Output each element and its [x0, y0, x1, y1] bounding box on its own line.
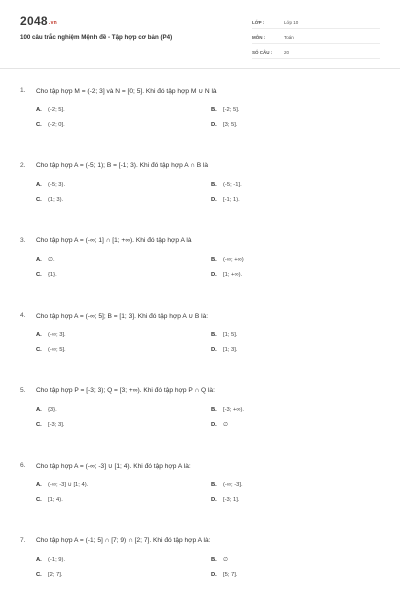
answer-option[interactable] — [195, 422, 370, 428]
question-item — [20, 460, 380, 535]
answer-option[interactable] — [195, 182, 370, 188]
option-text: ∅ — [223, 556, 229, 563]
option-text: (-5; 3). — [48, 181, 66, 188]
answer-option[interactable] — [20, 182, 195, 188]
option-text: ∅ — [223, 421, 229, 428]
answer-option[interactable] — [20, 107, 195, 113]
question-number: 1. — [20, 87, 26, 94]
answer-option[interactable] — [20, 122, 195, 128]
answer-option[interactable] — [20, 332, 195, 338]
option-text: {3}. — [48, 406, 57, 413]
question-number: 7. — [20, 537, 26, 544]
option-text: (-1; 9). — [48, 556, 66, 563]
meta-subject: MÔN : Toán — [252, 32, 380, 44]
answer-option[interactable] — [20, 257, 195, 263]
answer-option[interactable] — [195, 122, 370, 128]
question-number: 2. — [20, 162, 26, 169]
answer-option[interactable] — [20, 572, 195, 578]
answer-option[interactable] — [195, 107, 370, 113]
option-key: C. — [36, 196, 42, 203]
question-text: Cho tập hợp A = (-∞; -3] ∪ [1; 4). Khi đó tập hợp A là: — [36, 462, 191, 470]
option-text: [-3; 1]. — [223, 496, 240, 503]
question-stem — [20, 385, 380, 396]
option-text: [5; 7]. — [223, 571, 238, 578]
question-item — [20, 535, 380, 610]
option-text: (-∞; +∞) — [223, 256, 244, 263]
option-key: C. — [36, 571, 42, 578]
option-key: B. — [211, 181, 217, 188]
option-text: [3; 5]. — [223, 121, 238, 128]
option-text: (-∞; 3]. — [48, 331, 66, 338]
question-item — [20, 385, 380, 460]
option-text: ∅. — [48, 256, 55, 263]
option-text: [1; 3]. — [223, 346, 238, 353]
option-text: (1; 3). — [48, 196, 64, 203]
option-key: C. — [36, 496, 42, 503]
option-key: D. — [211, 271, 217, 278]
option-key: B. — [211, 481, 217, 488]
answer-option[interactable] — [195, 497, 370, 503]
question-text: Cho tập hợp A = (-∞; 5]; B = [1; 3]. Khi đó tập hợp A ∪ B là: — [36, 312, 209, 320]
option-text: (-∞; -3] ∪ [1; 4). — [48, 481, 89, 488]
answer-option[interactable] — [20, 347, 195, 353]
meta-question-count: SỐ CÂU : 20 — [252, 47, 380, 59]
answer-option[interactable] — [195, 272, 370, 278]
option-text: (-∞; -3]. — [223, 481, 243, 488]
option-key: D. — [211, 496, 217, 503]
meta-class: LỚP : Lớp 10 — [252, 17, 380, 29]
question-item — [20, 85, 380, 160]
answer-option[interactable] — [20, 407, 195, 413]
question-stem — [20, 160, 380, 171]
question-stem — [20, 460, 380, 471]
answer-option[interactable] — [20, 272, 195, 278]
answer-option[interactable] — [195, 257, 370, 263]
question-text: Cho tập hợp P = [-3; 3); Q = [3; +∞). Khi đó tập hợp P ∩ Q là: — [36, 387, 215, 394]
option-key: A. — [36, 256, 42, 263]
option-key: C. — [36, 271, 42, 278]
question-stem — [20, 310, 380, 321]
option-key: D. — [211, 346, 217, 353]
question-item — [20, 160, 380, 235]
option-key: B. — [211, 256, 217, 263]
option-text: (-∞; 5]. — [48, 346, 66, 353]
answer-option[interactable] — [195, 347, 370, 353]
option-text: [2; 7]. — [48, 571, 63, 578]
option-text: [1; 4). — [48, 496, 63, 503]
option-text: [-2; 5]. — [223, 106, 240, 113]
question-stem — [20, 235, 380, 246]
option-key: B. — [211, 406, 217, 413]
option-key: A. — [36, 106, 42, 113]
answer-option[interactable] — [20, 482, 195, 488]
option-key: A. — [36, 481, 42, 488]
answer-option[interactable] — [20, 557, 195, 563]
option-key: B. — [211, 331, 217, 338]
question-item — [20, 235, 380, 310]
option-key: A. — [36, 556, 42, 563]
option-key: A. — [36, 181, 42, 188]
answer-option[interactable] — [195, 572, 370, 578]
question-number: 4. — [20, 312, 26, 319]
answer-option[interactable] — [195, 482, 370, 488]
answer-option[interactable] — [20, 422, 195, 428]
question-text: Cho tập hợp A = (-5; 1); B = [-1; 3). Khi đó tập hợp A ∩ B là — [36, 162, 209, 169]
option-key: C. — [36, 121, 42, 128]
option-key: B. — [211, 556, 217, 563]
answer-option[interactable] — [195, 332, 370, 338]
option-key: A. — [36, 406, 42, 413]
option-key: D. — [211, 196, 217, 203]
question-item — [20, 310, 380, 385]
answer-option[interactable] — [20, 497, 195, 503]
option-text: [-1; 1). — [223, 196, 240, 203]
option-text: [1; 5]. — [223, 331, 238, 338]
question-list — [0, 69, 400, 610]
site-logo[interactable]: 2048.vn — [20, 14, 58, 28]
option-text: [-3; 3]. — [48, 421, 65, 428]
option-text: {1}. — [48, 271, 57, 278]
question-stem — [20, 85, 380, 96]
option-key: A. — [36, 331, 42, 338]
question-text: Cho tập hợp M = (-2; 3] và N = [0; 5]. Khi đó tập hợp M ∪ N là — [36, 87, 217, 95]
option-text: (-2; 0]. — [48, 121, 65, 128]
option-key: D. — [211, 571, 217, 578]
question-text: Cho tập hợp A = (-1; 5] ∩ [7; 9) ∩ [2; 7]. Khi đó tập hợp A là: — [36, 537, 211, 544]
answer-option[interactable] — [195, 197, 370, 203]
question-number: 6. — [20, 462, 26, 469]
option-text: (-5; -1]. — [223, 181, 242, 188]
question-stem — [20, 535, 380, 546]
question-number: 3. — [20, 237, 26, 244]
question-text: Cho tập hợp A = (-∞; 1] ∩ [1; +∞). Khi đó tập hợp A là — [36, 237, 192, 244]
page-header — [0, 0, 400, 69]
option-key: C. — [36, 421, 42, 428]
option-text: [1; +∞). — [223, 271, 243, 278]
option-key: B. — [211, 106, 217, 113]
option-text: [-3; +∞). — [223, 406, 245, 413]
answer-option[interactable] — [20, 197, 195, 203]
option-key: D. — [211, 121, 217, 128]
option-key: C. — [36, 346, 42, 353]
question-number: 5. — [20, 387, 26, 394]
document-title: 100 câu trắc nghiệm Mệnh đề - Tập hợp cơ bản (P4) — [20, 34, 173, 41]
answer-option[interactable] — [195, 557, 370, 563]
option-key: D. — [211, 421, 217, 428]
answer-option[interactable] — [195, 407, 370, 413]
option-text: (-2; 5]. — [48, 106, 65, 113]
document-meta — [252, 17, 380, 62]
